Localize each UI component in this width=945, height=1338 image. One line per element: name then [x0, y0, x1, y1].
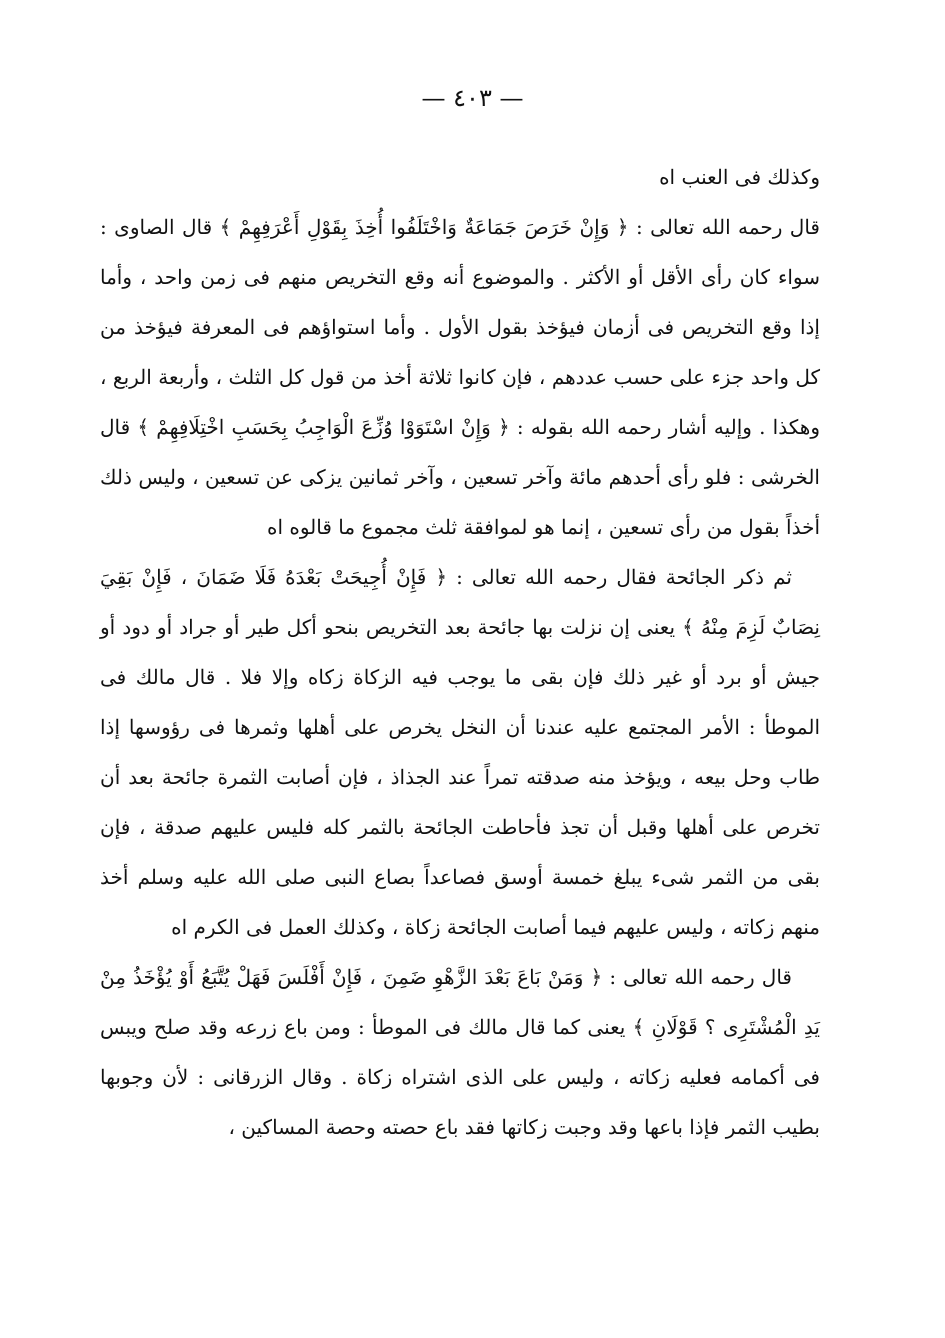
paragraph-4: قال رحمه الله تعالى : ﴿ وَمَنْ بَاعَ بَعْدَ الزَّهْوِ ضَمِنَ ، فَإِنْ أَفْلَسَ فَهَلْ يُتَّبَعُ أَوْ يُؤْخَذُ مِنْ يَدِ الْمُشْتَرِى ؟ قَوْلَانِ ﴾ يعنى كما قال مالك فى الموطأ : ومن باع زرعه وقد صلح ويبس فى أكمامه فعليه زكاته ، وليس على الذى اشتراه زكاة . وقال الزرقانى : لأن وجوبها بطيب الثمر فإذا باعها وقد وجبت زكاتها فقد باع حصته وحصة المساكين ،: [100, 965, 820, 1139]
paragraph-2: قال رحمه الله تعالى : ﴿ وَإِنْ خَرَصَ جَمَاعَةٌ وَاخْتَلَفُوا أُخِذَ بِقَوْلِ أَعْرَفِهِمْ ﴾ قال الصاوى : سواء كان رأى الأقل أو الأكثر . والموضوع أنه وقع التخريص منهم فى زمن واحد ، وأما إذا وقع التخريص فى أزمان فيؤخذ بقول الأول . وأما استواؤهم فى المعرفة فيؤخذ من كل واحد جزء على حسب عددهم ، فإن كانوا ثلاثة أخذ من قول كل الثلث ، وأربعة الربع ، وهكذا . وإليه أشار رحمه الله بقوله : ﴿ وَإِنْ اسْتَوَوْا وُزِّعَ الْوَاجِبُ بِحَسَبِ اخْتِلَافِهِمْ ﴾ قال الخرشى : فلو رأى أحدهم مائة وآخر تسعين ، وآخر ثمانين يزكى عن تسعين ، وليس ذلك أخذاً بقول من رأى تسعين ، إنما هو لموافقة ثلث مجموع ما قالوه اه: [100, 215, 820, 539]
page-number: — ٤٠٣ —: [421, 84, 524, 112]
paragraph-3: ثم ذكر الجائحة فقال رحمه الله تعالى : ﴿ فَإِنْ أُجِيحَتْ بَعْدَهُ فَلَا ضَمَانَ ، فَإِنْ بَقِيَ نِصَابٌ لَزِمَ مِنْهُ ﴾ يعنى إن نزلت بها جائحة بعد التخريص بنحو أكل طير أو جراد أو دود أو جيش أو برد أو غير ذلك فإن بقى ما يوجب فيه الزكاة زكاه وإلا فلا . قال مالك فى الموطأ : الأمر المجتمع عليه عندنا أن النخل يخرص على أهلها وثمرها فى رؤوسها إذا طاب وحل بيعه ، ويؤخذ منه صدقته تمراً عند الجذاذ ، فإن أصابت الثمرة جائحة بعد أن تخرص على أهلها وقبل أن تجذ فأحاطت الجائحة بالثمر كله فليس عليهم صدقة ، فإن بقى من الثمر شىء يبلغ خمسة أوسق فصاعداً بصاع النبى صلى الله عليه وسلم أخذ منهم زكاته ، وليس عليهم فيما أصابت الجائحة زكاة ، وكذلك العمل فى الكرم اه: [100, 565, 820, 939]
paragraph-1: وكذلك فى العنب اه: [659, 165, 820, 189]
page-text: [100, 152, 820, 1152]
